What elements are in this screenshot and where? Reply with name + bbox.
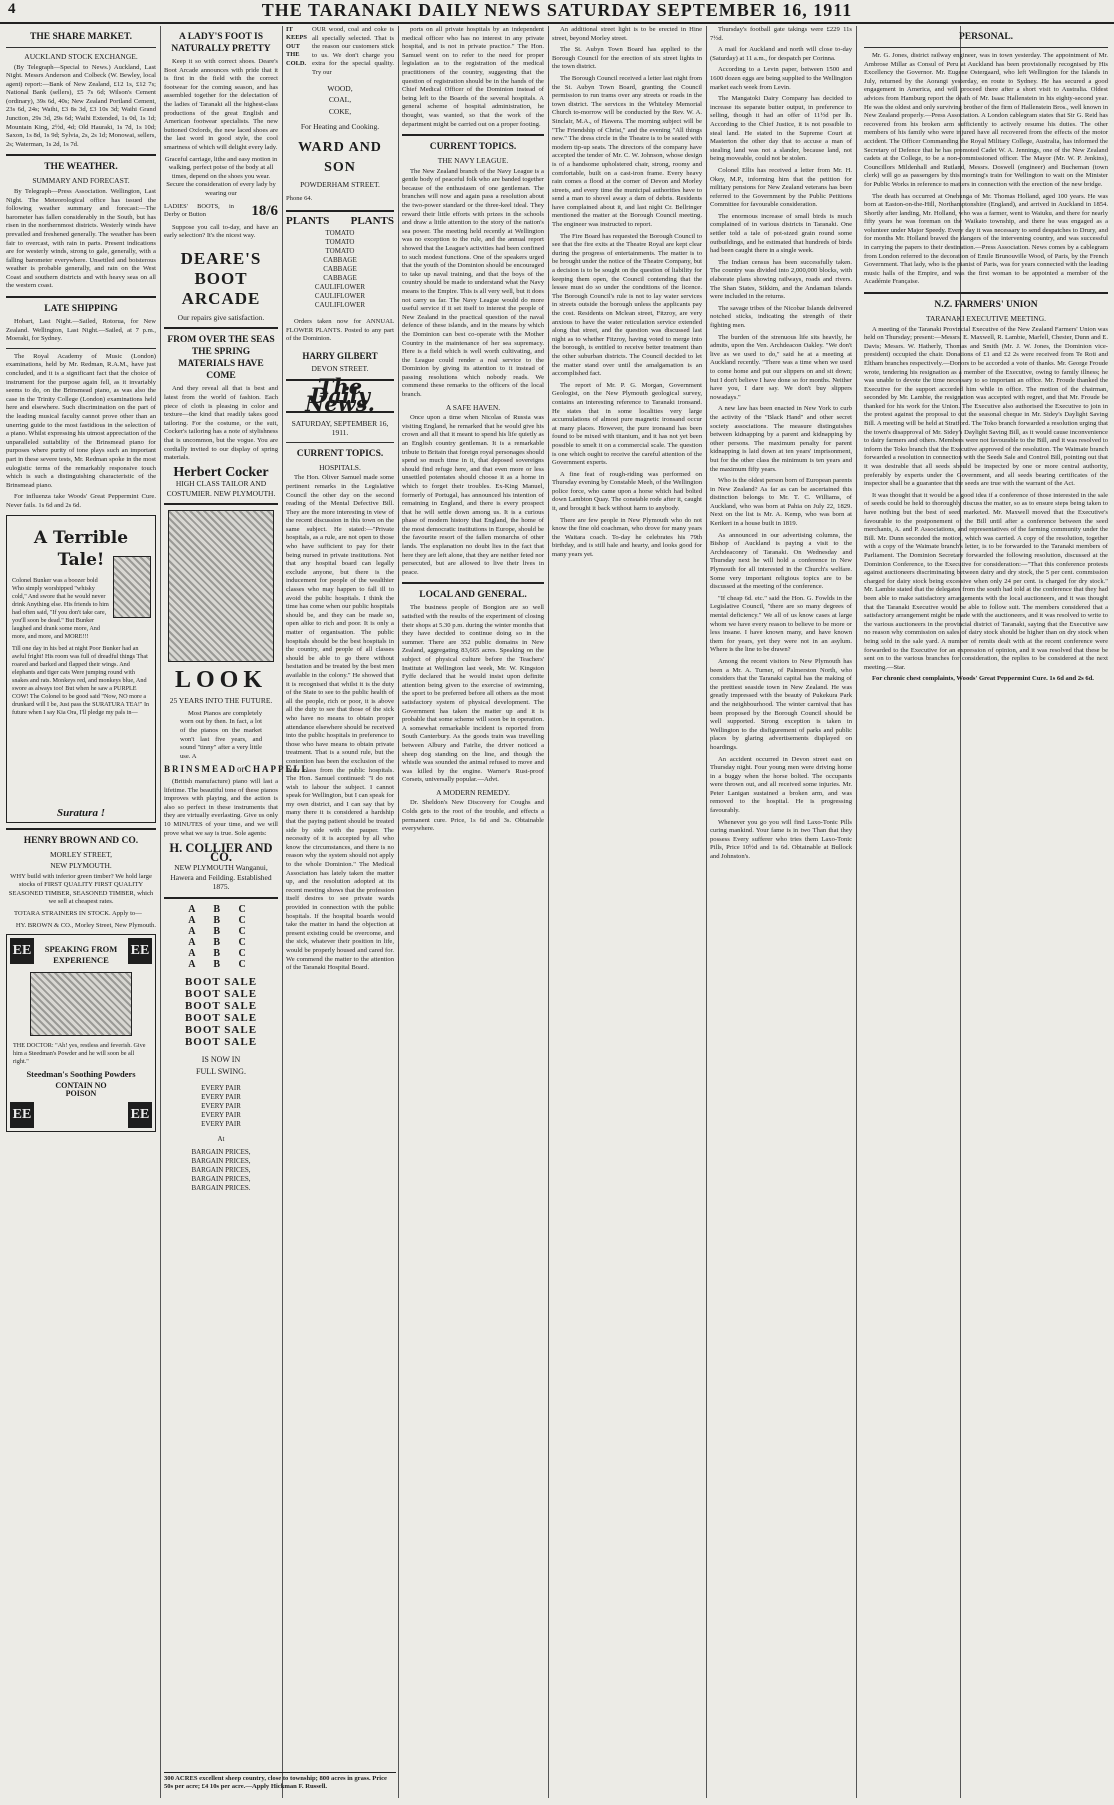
keep-out-block [286,26,394,78]
look-body: Most Pianos are completely worn out by then. In fact, a lot of the pianos on the market won't last five years, and sound "tinny" after a very little use. A [180,709,262,760]
totara-notice: TOTARA STRAINERS IN STOCK. Apply to— [14,909,142,917]
seas-heading: FROM OVER THE SEAS THE SPRING MATERIALS HAVE COME [167,335,275,382]
abc-line: A B C [188,914,254,926]
lady-foot-heading: A LADY'S FOOT IS NATURALLY PRETTY [171,32,271,54]
farmers-union-report-2: It was thought that it would be a good idea if a conference of those interested in the sale of seeds could be held to thoroughly discuss the matter, so as to ensure steps being taken to have nothing but the best of seed marketed. Mr. Maxwell moved that the Executive's favourable to the postponement of the Bill until after a conference between the seed merchants, A. and P. Associations, and representatives of the farming community under the Bill. Mr. Dunn seconded the motion, which was carried. A copy of the resolution, together with a copy of the Waimate branch's letter, is to be forwarded to the Taranaki members of Parliament. The Dominion Secretary forwarded the following resolution, discussed at the Dominion Conference, to the Executive for consideration:—"That this conference protests against auctioneers discriminating between dairy and dry stock, the 5 per cent. commission charged for dairy stock being excessive when only 24 per cent. is charged for dry stock." Mr. Lambie stated that the delegates from the south had told at the conference that they had been able to make satisfactory arrangements with the local auctioneers, and it was thought that the Taranaki Executive would be able to follow suit. The members considered that a satisfactory arrangement might be made with the auctioneers, and it was resolved to write to the various auctioneers in the provincial district of Taranaki, saying that the Executive saw no reason why commission on sales of dairy stock should be higher than on dry stock when being sold in the sale yard. A number of remits dealt with at the recent conference were forwarded to the Executive for an expression of opinion, and it was resolved that these be sent on to the various branches for consideration, the replies to be considered at the next meeting.—Star. [864,491,1108,671]
suratura-ad [6,515,156,823]
personal-items: Mr. G. Jones, district railway engineer, was in town yesterday. The appointment of Mr. Ambrose Millar as Consul of Peru at Auckland has been provisionally recognised by His Excellency the Governor. Mr. Eugene Ostergaard, who left Wellington for the Islands in July, returned by the Aorangi yesterday, en route to Sydney. He has secured a good engagement in America, and will proceed there after a short visit to Australia. Oldest advices from Hamburg report the death of Mr. Isaac Hallenstein in his eighty-second year. He was the oldest and only surviving brother of the firm of Hallenstein Bros., well known in New Zealand properly.—Press Association. A London cablegram states that Sir G. Reid has recovered from his broken arm sufficiently to actively resume his duties. The other members of his family who were injured have all recovered from the effects of the motor accident. The Officer Commanding the Royal Military College, Australia, has informed the Secretary of Defence that he has promoted Cadet W. A. Jennings, one of the New Zealand cadets at the College, to be a non-commissioned officer. The Mayor (Mr. W. P. Jenkins), Councillors Mildenhall and Rutland, Messrs. Doswell (engineer) and Bucheman (town clerk) will go as passengers by this morning's train for Wellington to wait on the Minister for Public Works in reference to matters in connection with the erection of the new bridge. [864,52,1108,188]
plant-item: CABBAGE [323,274,357,283]
look-sub: 25 YEARS INTO THE FUTURE. [169,696,273,706]
abc-line: A B C [188,903,254,915]
column-3 [286,26,394,1768]
bargain-line: BARGAIN PRICES, [191,1174,251,1183]
deare-sub: Our repairs give satisfaction. [177,312,265,322]
local-general-article: The business people of Bongion are so well satisfied with the results of the experiment of closing their shops at 5.30 p.m. during the winter months that they have decided to continue doing so in the summer. There are 352 public domains in New Zealand, aggregating 83,665 acres. Speaking on the subject of physical culture before the Teachers' Institute at Wellington last week, Mr. W. Kingston Fyffe declared that he would insist upon definite attention being given to the exercise of swimming, the sport to be preferred before all others as the most satisfactory system of physical development. The Government has taken the matter up and it is probable that some scheme will soon be in operation. A somewhat remarkable incident is reported from South Canterbury. As the goods train was travelling between Albury and Fairlie, the driver noticed a sheep dog standing on the line, and though the whistle was sounded the animal refused to move and was killed by the engine. Warner's Rust-proof Corsets, universally popular.—Advt. [402,604,544,784]
boot-sale-line: BOOT SALE [184,975,258,988]
lady-foot-body: Keep it so with correct shoes. Deare's Boot Arcade announces with pride that it is first in the field with the correct footwear for the coming season, and has assembled together for the delectation of the ladies of Taranaki all the highest-class productions of the great English and American footwear specialists. The new buttoned Oxfords, the new laced shoes are the last word in good style, the cool smartness of which will delight every lady. [164,58,278,151]
rough-riding-item: A fine feat of rough-riding was performed on Thursday evening by Constable Meeh, of the Wellington police force, who came upon a horse which had bolted down Lambton Quay. The constable rode after it, caught it, and brought it back without harm to anybody. [552,470,702,513]
page-number: 4 [8,1,16,17]
ee-right-badge: EE [128,938,152,964]
masthead-title: THE TARANAKI DAILY NEWS SATURDAY SEPTEMBER 16, 1911 [261,0,853,20]
piano-illustration [168,510,274,662]
plant-list [286,229,394,310]
mangatoki-item: The Mangatoki Dairy Company has decided to increase its separate butter output, in preference to selling, though it had an offer of 11½d per lb. According to the Chief Justice, it is not possible to steal land. He stated in the Supreme Court at Masterton the other day that to accuse a man of stealing land was not a slander, because land, not being moveable, could not be stolen. [710,95,852,163]
hospitals-heading: HOSPITALS. [319,462,361,472]
phone-line: Phone 64. [286,195,313,203]
bargain-line: BARGAIN PRICES, [191,1156,251,1165]
column-rule [282,26,283,1798]
plant-item: CAULIFLOWER [314,301,366,310]
coal-label: COAL, [328,95,352,105]
abc-line: A B C [188,925,254,937]
savage-tribes-item: The savage tribes of the Nicobar Islands delivered notched sticks, indicating the strength of their fighting men. [710,304,852,329]
heating-label: For Heating and Cooking. [300,122,380,132]
henry-brown-heading: HENRY BROWN AND CO. [23,835,139,846]
column-rule [398,26,399,1798]
safe-haven-article: Once upon a time when Nicolas of Russia was visiting England, he remarked that he would give his crown and all that it meant to spend his life quietly as an English country gentleman. It is a remarkable tribute to Britain that foreign royal personages should spend so much time in it, that deposed sovereigns should find refuge here, and that even more or less unsettled potentates should choose it as a home in which to forget their troubles. Ex-King Manuel, formerly of Portugal, has announced his intention of remaining in England, and there is every prospect that he will settle down among us. It is a curious phase of modern history that England, the home of the most democratic institutions in Europe, should be the favourite resort of the fallen monarchs of other lands. The explanation no doubt lies in the fact that here they are left alone, that they are neither feted nor persecuted, but are allowed to live their lives in peace. [402,414,544,576]
steedmans-ad [6,934,156,1132]
tale-title: A Terrible Tale! [33,527,129,570]
tale-illustration [113,556,151,618]
boot-sale-line: BOOT SALE [184,1011,258,1024]
weather-subheading: SUMMARY AND FORECAST. [32,176,130,186]
plant-item: CABBAGE [323,256,357,265]
census-item: The Indian census has been successfully taken. The country was divided into 2,000,000 blocks, with elaborate plans showing railways, roads and rivers. The Shan States, Sikkim, and the Andaman Islands were included in the returns. [710,258,852,301]
hospitals-article: The Hon. Oliver Samuel made some pertinent remarks in the Legislative Council the other day on the second reading of the Mental Defective Bill. They are the more interesting in view of the recent discussion in this town on the same subject. He stated:—"Private hospitals, as a rule, are not open to those who have sufficient to pay for their being nursed in private institutions. Not that any hospital board can legally exclude anyone, but there is the inducement for people of the wealthier classes who may happen to fall ill to avoid the public hospitals. I think the time has come when our public hospitals should be, and they can be made so, open alike to rich and poor. It is only a matter of organisation. The public hospitals should be the best hospitals in the country, and people of all classes should be able to go there without hesitation and be treated by the best men available in the colony." He showed that it is recognised that whilst it is the duty of the State to see to the public health of all the people, rich or poor, it is above all the duty to see that those of the sick who have no means to obtain proper attendance elsewhere should be received into the public hospitals in preference to those who have means to obtain private treatment. That is a sound rule, but the contention has been the exclusion of the latter class from the public hospitals. The Hon. Samuel continued: "I do not wish to labour the subject. I cannot speak for Wellington, but I can speak for my own district, and I can say that by many there it is considered a hardship that the paying patient should be treated side by side with the pauper. The necessity of it is accepted by all who know the circumstances, and there is no reason why the system should not apply to the whole Dominion." The Medical Association has lately taken the matter up, and the resolution adopted at its recent meeting shows that the profession itself desires to see private wards provided in connection with the public hospitals. If the hospital boards would take the matter in hand the objection at present existing could be overcome, and the sick, whatever their position in life, would be properly housed and cared for. We commend the matter to the attention of the Taranaki Hospital Board. [286,474,394,972]
column-4 [402,26,544,1798]
issue-date: SATURDAY, SEPTEMBER 16, 1911. [291,418,389,438]
personal-heading: PERSONAL. [958,32,1014,42]
column-rule [160,26,161,1798]
every-pair-line: EVERY PAIR [201,1101,241,1110]
orders-line: Orders taken now for ANNUAL FLOWER PLANTS. Posted to any part of the Dominion. [286,318,394,343]
navy-league-article: The New Zealand branch of the Navy League is a gentle body of peaceful folk who are banded together because of the enthusiasm of one gentleman. The branches will now and again pass a resolution about the two-power standard or the three-keel ideal. They reward their little efforts with prizes in the schools and draw a little attention to the story of the nation's sea power. The meeting held recently at Wellington was no exception to the rule, and the annual report showed that the League's activities had been confined to such modest functions. One of the speakers urged that the youth of the Dominion should be encouraged to take up naval training, and that the boys of the country should be made to understand what the Navy means to the Empire. This is all very well, but it does not carry us far. The Navy League would do more useful service if it set itself to interest the people of New Zealand in the practical question of the naval defence of these islands, and in the means by which the Dominion can best co-operate with the Mother Country in the maintenance of her sea supremacy. Here is a field which is well worth cultivating, and the League could render a real service to the Dominion by giving its attention to it instead of passing resolutions which nobody reads. We commend these remarks to the officers of the local branch. [402,167,544,399]
abc-line: A B C [188,958,254,970]
abc-line: A B C [188,936,254,948]
brinsmead-chappell [164,764,310,775]
boot-sale-line: BOOT SALE [184,987,258,1000]
new-york-law-item: A new law has been enacted in New York to curb the activity of the "Black Hand" and other secret society associations. The measure distinguishes between kidnapping by a parent and kidnapping by other persons. The maximum penalty for parent kidnapping is laid down at ten years' imprisonment, but for the other class the minimum is ten years and the maximum fifty years. [710,405,852,473]
chappell-label: CHAPPELL [244,764,310,775]
shipping-report: Hobart, Last Night.—Sailed, Rotorua, for New Zealand. Wellington, Last Night.—Sailed, at 7 p.m., Moeraki, for Sydney. [6,318,156,343]
coke-label: COKE, [328,106,352,116]
plant-item: TOMATO [325,238,355,247]
suppose-line: Suppose you call to-day, and have an early selection? It's the nicest way. [164,223,278,240]
henry-brown-town: NEW PLYMOUTH. [50,861,112,871]
bishop-visit-item: As announced in our advertising columns, the Bishop of Auckland is paying a visit to the Archdeaconry of Taranaki. On Wednesday and Thursday next he will hold a conference in New Plymouth for all interested in the Church's welfare. Some very important religious topics are to be discussed at the meeting of the conference. [710,531,852,591]
boot-sale-line: BOOT SALE [184,999,258,1012]
brinsmead-label: BRINSMEAD [164,764,238,775]
cocker-name: Herbert Cocker [173,464,269,480]
strenuous-life-item: The burden of the strenuous life sits heavily, he admits, upon the Ven. Archdeacon Oakley. "We don't live as we used to do," said he at a meeting at Auckland recently. "There was a time when we used to come home and put our slippers on and sit down; but I don't believe I have done so for months. Neither have you, I dare say. We don't buy slippers nowadays." [710,333,852,401]
lady-foot-body-2: Graceful carriage, lithe and easy motion in walking, perfect poise of the body at all times, depend on the shoes you wear. Secure the consideration of every lady by wearing our [164,155,278,197]
column-rule [706,26,707,1798]
local-general-heading: LOCAL AND GENERAL. [419,590,527,601]
plants-right: PLANTS [350,214,394,227]
geologist-item: The report of Mr. P. G. Morgan, Government Geologist, on the New Plymouth geological survey, contains an interesting reference to Taranaki ironsand. He states that in some localities very large accumulations of almost pure magnetic ironsand occur at many places. However, the pure ironsand has been found to be mixed with titanium, and it has not yet been possible to smelt it on a commercial scale. The question is one which ought to receive the careful attention of the Government experts. [552,381,702,467]
chronic-chest-notice: For chronic chest complaints, Woods' Great Peppermint Cure. 1s 6d and 2s 6d. [872,675,1094,683]
bargain-line: BARGAIN PRICES, [191,1147,251,1156]
bargain-list [164,1148,278,1193]
weather-report: By Telegraph—Press Association. Wellington, Last Night. The Meteorological office has issued the following weather summary and forecast:—The barometer has fallen considerably in the South, but has risen in the northernmost districts. Westerly winds have prevailed and freshened generally. The weather has been fair to overcast, with rain in parts. Present indications are for westerly winds, strong to gale, generally, with a falling barometer everywhere. Unsettled and boisterous weather is probable generally, and rain on the West Coast and southern districts and with heavy seas on all the western coast. [6,187,156,290]
bargain-line: BARGAIN PRICES. [191,1183,251,1192]
borough-items: The Borough Council received a letter last night from the St. Aubyn Town Board, granting the Council permission to run trams over any streets or roads in the town district. The services in the Whiteley Memorial Church to-morrow will be conducted by the Rev. W. A. Sinclair, M.A., of Hawera. The morning subject will be "The Friendship of Christ," and the evening "All things new." The dress circle in the Theatre is to be seated with modern tip-up seats. The directors of the company have accepted the tender of Mr. C. W. Johnson, whose design is of a handsome upholstered chair, strong, roomy and comfortable, built on a cast-iron frame. Every heavy rain comes a flood at the corner of Devon and Morley streets, and every time the municipal authorities have to send a man to shovel away a dam of debris. Residents have complained about it, and last night Cr. Bellringer mentioned the matter at the Borough Council meeting. The engineer was instructed to report. [552,74,702,229]
stock-exchange-heading: AUCKLAND STOCK EXCHANGE. [24,52,138,61]
st-aubyn-item: The St. Aubyn Town Board has applied to the Borough Council for the erection of six street lights in the town district. [552,46,702,71]
ee-bottom-right-badge: EE [128,1102,152,1128]
deare-name: DEARE'S BOOT ARCADE [180,248,262,308]
plant-item: CABBAGE [323,265,357,274]
coal-body: OUR wood, coal and coke is all specially selected. That is the reason our customers stick to us. We don't charge you extra for the special quality. Try our [312,26,394,76]
or-label: or [237,764,245,775]
street-light-item: An additional street light is to be erected in Hine street, beyond Morley street. [552,26,702,42]
collier-name: H. COLLIER AND CO. [169,841,273,864]
keep-out-text: IT KEEPS OUT THE COLD. [286,26,307,67]
every-pair-list [164,1084,278,1129]
plant-item: CAULIFLOWER [314,292,366,301]
football-item: Thursday's football gate takings were £229 11s 7½d. [710,26,852,42]
oldest-person-item: Who is the oldest person born of European parents in New Zealand? As far as can be ascertained this distinction belongs to Mr. T. C. Williams, of Auckland, who was born at Pahia on July 22, 1829. Next on the list is Mr. A. Kemp, who was born at Kerikeri in a house built in 1819. [710,477,852,528]
boot-sale-line: BOOT SALE [184,1023,258,1036]
modern-remedy-body: Dr. Sheldon's New Discovery for Coughs and Colds gets to the root of the trouble, and effects a permanent cure. Price, 1s 6d and 3s. Obtainable everywhere. [402,799,544,833]
weather-heading: THE WEATHER. [44,162,118,173]
bargain-line: BARGAIN PRICES, [191,1165,251,1174]
ward-street: POWDERHAM STREET. [300,179,380,189]
safe-haven-heading: A SAFE HAVEN. [445,402,501,412]
ee-brand: Steedman's Soothing Powders [26,1069,136,1080]
ee-bottom-left-badge: EE [10,1102,34,1128]
column-7 [864,26,1108,1798]
boot-sale-line: BOOT SALE [184,1035,258,1048]
personal-items-2: The death has occurred at Onehunga of Mr. Thomas Holland, aged 100 years. He was born at Easton-on-the-Hill, Northamptonshire (England), and arrived in Auckland in 1854. Shortly after landing, Mr. Holland, who was a farmer, went to Waiuku, and there for nearly fifty years he was foreman on the Waikato township, and there he was engaged as a volunteer under Major Speedy. Every day it was necessary to send despatches to Drury, and for months Mr. Holland braved the dangers of the intervening country, and was successful in carrying the papers to their destination.—Press Association. News comes by a cablegram from London referred to the decoration of Emile Brunouville Wood, of Paris, by the French Government. That lady, who is the pianist of Paris, was for years connected with the leading music halls of the Empire, and was the first woman to be appointed a member of the Académie Française. [864,192,1108,286]
ladies-boots-row [164,203,278,220]
woods-notice: For influenza take Woods' Great Peppermint Cure. Never fails. 1s 6d and 2s 6d. [6,493,156,509]
mental-deficiency-item: "If cheap 6d. etc." said the Hon. G. Fowlds in the Legislative Council, "there are so many degrees of mental deficiency." We all of us know cases at large whom we have every reason to believe to be more or less insane. I have known many, and have known them for years, yet they were not in an asylum. Where is the line to be drawn? [710,594,852,654]
every-pair-line: EVERY PAIR [201,1119,241,1128]
column-1 [6,26,156,1798]
abc-list [164,904,278,970]
navy-league-heading: THE NAVY LEAGUE. [437,156,509,166]
tale-poem: Colonel Bunker was a boozer bold Who simply worshipped "whisky cold," And swore that he would never drink Anything else. His friends to him had often said, "If you don't take care, you'll soon be dead." But Bunker laughed and drank some more, And more, and more, and MORE!!! [12,576,109,640]
ellis-item: Colonel Ellis has received a letter from Mr. H. Okey, M.P., informing him that the petition for military pensions for New Zealand veterans has been referred to the Government by the Public Petitions Committee for favourable consideration. [710,166,852,209]
masthead [0,0,1114,24]
plant-item: CAULIFLOWER [314,283,366,292]
is-now: IS NOW IN FULL SWING. [196,1054,246,1076]
current-topics-heading: CURRENT TOPICS. [296,448,384,459]
boot-sale-list [164,976,278,1048]
plants-heading [286,214,394,227]
abc-line: A B C [188,947,254,959]
current-topics-heading-2: CURRENT TOPICS. [429,142,517,153]
ward-name: WARD AND SON [298,139,382,175]
look-heading: LOOK [174,667,267,694]
eggs-item: According to a Levin paper, between 1500 and 1600 dozen eggs are being supplied to the Wellington market each week from Levin. [710,66,852,91]
mail-item: A mail for Auckland and north will close to-day (Saturday) at 11 a.m., for despatch per Corinna. [710,46,852,62]
at-label: At [217,1134,225,1143]
henry-brown-body: WHY build with inferior green timber? We hold large stocks of FIRST QUALITY FIRST QUALITY SEASONED TIMBER, SEASONED TIMBER, which we sell at cheapest rates. [8,872,154,906]
every-pair-line: EVERY PAIR [201,1110,241,1119]
collier-sub: NEW PLYMOUTH Wanganui, Hawera and Feilding. Established 1875. [170,863,272,892]
small-birds-item: The enormous increase of small birds is much complained of in various districts in Taranaki. One settler told a tale of pot-sized grain round some outbuildings, and he estimated that hundreds of birds had been caught there in a single week. [710,212,852,255]
farmers-union-report: A meeting of the Taranaki Provincial Executive of the New Zealand Farmers' Union was held on Thursday; present:—Messrs. E. Maxwell, R. Lambie, Marfell, Chester, Dunn and E. Davis; Messrs. W. Hatherly, Thomas and Smith (Mr. J. W. Jones, the Dominion vice-president) occupied the chair. Donations of £1 and £2 2s were received from Te Roti and Eltham branches respectively.—Donors to be accorded a vote of thanks. Mr. George Froude wrote, tendering his resignation as a member of the Executive, owing to family illness; he was unable to devote the time necessary to so important an office. Mr. Froude thanked the Executive for the support accorded him while in office. The motion of the chairman, seconded by Mr. Lambie, the resignation was accepted with regret, and that Mr. Froude be thanked for his work for the Union. The Executive also authorised the Executive to join in the protest against the proposal to cut the seasonal cheque in Mr. Sidey's Daylight Saving Bill. A meeting will be held at Stratford. The Toko branch forwarded a resolution urging that the town's disapproval of Mr. Sidey's Daylight Saving Bill, as it would cause inconvenience to dairy farmers and others. Members were not favourable to the Bill, and it was resolved to inform the Toko branch that the Executive approved of the resolution. The Waimate branch forwarded a resolution in connection with the Seeds Sale and Control Bill, pointing out that it was desirable that all seeds should be inspected by one or more central authority, preferably by experts under the Government, and all seeds bearing certificates of the inspector shall be a guarantee that the seeds are true with the warrant of the Act. [864,325,1109,488]
gilbert-street: DEVON STREET. [311,363,369,373]
ee-doctor: THE DOCTOR: "Ah! yes, restless and feverish. Give him a Steedman's Powder and he will soon be all right." [13,1042,146,1066]
wood-label: WOOD, [327,83,353,93]
column-6 [710,26,852,1798]
share-report: (By Telegraph—Special to News.) Auckland, Last Night. Messrs Anderson and Colbeck (W. Bewley, local agent) report:—Bank of New Zealand, £12 1s, £12 7s; National Bank (sellers), £5 7s 6d; Wilson's Cement (ordinary), 39s 6d, 40s; New Zealand Portland Cement, 23s 6d, 24s; Waihi, £3 8s 3d, £3 10s 3d; Waihi Grand Junction, 29s 3d, 29s 6d; Waihi Extended, 1s 0d, 1s 1d; Mountain King, 2½d, 4d; Old Hauraki, 1s 7d, 1s 10d; Saxon, 1s 8d, 1s 9d; Sylvia, 2s, 2s 1d; Monowai, sellers, 2s; Waterman, 1s 2d, 1s 7d. [6,63,156,148]
gilbert-name: HARRY GILBERT [302,351,378,362]
farmers-union-heading: N.Z. FARMERS' UNION [934,300,1038,311]
every-pair-line: EVERY PAIR [201,1083,241,1092]
plant-item: TOMATO [325,229,355,238]
music-article: The Royal Academy of Music (London) examinations, held by Mr. Redman, R.A.M., have just concluded, and it is a significant fact that the choice of instrument for the purpose again fell, as it invariably seems to do, on the Brinsmead piano, as was also the case in the Trinity College (London) examinations held here and elsewhere. Such discrimination on the part of the leading musical faculty cannot prove other than an unerring guide to the most fastidious in the selection of a piano. Whilst expressing his utmost appreciation of the unparalleled suitability of the Brinsmead piano for purposes where purity of tone plays such an important part in these severe tests, Mr. Redman spoke in the most eulogistic terms of the remarkably responsive touch which is such a distinguishing characteristic of the Brinsmead piano. [6,352,156,489]
coachman-item: There are few people in New Plymouth who do not know the fine old coachman, who drove for many years the Waitara coach. To-day he celebrates his 79th birthday, and is still hale and hearty, and looks good for many years yet. [552,516,702,559]
every-pair-line: EVERY PAIR [201,1092,241,1101]
hospitals-continued: ports on all private hospitals by an independent medical officer who has no interest in any private hospital, and is not in private practice." The Hon. Samuel went on to refer to the need for proper legislation as to the registration of the medical practitioners of the country, suggesting that the question of registration should be in the hands of the Chief Medical Officer of the Dominion instead of being left to the Boards of the several hospitals. A general scheme of hospital administration, he thought, was wanted, so that the work of the department might be carried out on a proper footing. [402,26,544,128]
tale-poem-2: Till one day in his bed at night Poor Bunker had an awful fright! His room was full of dreadful things That roared and barked and flapped their wings. And elephants and tiger cats Were jumping round with snakes and rats. Monkeys red, and monkeys blue, And swore as always too! But when he saw a PURPLE COW! The Colonel to be good said "Now, NO more a drunkard will I be, Just pass the SURATURA TEA!" In future when I say Kia Ora, I'll pledge my pals in— [12,644,150,716]
visitors-item: Among the recent visitors to New Plymouth has been a Mr. A. Turner, of Palmerston North, who considers that the Taranaki capital has the making of the prettiest seaside town in New Zealand. He was greatly impressed with the beauty of Pukekura Park and the neighbourhood. The winter carnival that has been proposed by the Borough Council should be well supported. Strong exception is taken in Wellington to the disfigurement of parks and public places by glaring advertisements displayed on hoardings. [710,657,852,751]
plant-item: TOMATO [325,247,355,256]
laxo-tonic-item: Whenever you go you will find Laxo-Tonic Pills curing mankind. Your fame is in two Than that they possess Every sufferer who tries them Laxo-Tonic Pills, Price 10½d and 1s 6d. Obtainable at Bullock and Johnston's. [710,818,852,861]
steedmans-illustration [30,972,132,1036]
column-rule [548,26,549,1798]
british-body: (British manufacture) piano will last a lifetime. The beautiful tone of these pianos improves with playing, and the action is also so perfect in these instruments that they are virtually everlasting. Give us only 10 MINUTES of your time, and we will prove what we say is true. Sole agents: [164,777,278,837]
acres-ad: 300 ACRES excellent sheep country, close to township; 800 acres in grass. Price 50s per acre; £4 10s per acre.—Apply Hickman F. Russell. [164,1772,396,1792]
daily-news-title: The Daily News. [286,379,394,413]
ee-speaking: SPEAKING FROM EXPERIENCE [44,944,118,966]
seas-body: And they reveal all that is best and latest from the world of fashion. Each piece of cloth is pleasing in color and texture—the kind that readily takes good tailoring. For the costume, or the suit, Cocker's tailoring has a note of stylishness that is uncommon, but the vogue. You are cordially invited to our display of spring materials. [164,385,278,462]
ee-left-badge: EE [10,938,34,964]
share-market-heading: THE SHARE MARKET. [30,32,132,42]
fire-board-items: The Fire Board has requested the Borough Council to see that the fire exits at the Theatre Royal are kept clear during the progress of entertainments. The matter is to be brought under the notice of the Theatre Company, but a decision is to be sought on the question of liability for keeping them open, the Council contending that the lessee must do so under the conditions of the licence. The Borough Council's rule is not to lay water services in streets outside the borough unless the applicants pay the cost. Residents on Mclean street, Fitzroy, are very anxious to have the water reticulation service extended along that street, and the question was discussed last night as to whether Fitzroy, having voted to merge into the borough, is entitled to receive better treatment than the other suburban districts. The Council decided to let the matter stand over until the amalgamation is an accomplished fact. [552,232,702,378]
plants-left: PLANTS [286,214,330,227]
farmers-union-sub: TARANAKI EXECUTIVE MEETING. [925,314,1046,324]
henry-brown-sign: HY. BROWN & CO., Morley Street, New Plymouth. [15,921,156,929]
henry-brown-street: MORLEY STREET, [49,849,113,859]
shipping-heading: LATE SHIPPING [44,304,118,315]
column-rule [856,26,857,1798]
column-5 [552,26,702,1798]
ee-contain: CONTAIN NO POISON [55,1080,107,1099]
modern-remedy-heading: A MODERN REMEDY. [436,787,510,797]
ladies-boots-price: 18/6 [251,202,278,219]
ladies-boots-line: LADIES' BOOTS, in Derby or Button [164,202,234,219]
accident-item: An accident occurred in Devon street east on Thursday night. Four young men were driving home in a buggy when the horse bolted. The occupants were thrown out, and all received some injuries. Mr. Peter Lanigan sustained a broken arm, and was removed to the hospital. He is progressing favourably. [710,755,852,815]
cocker-sub: HIGH CLASS TAILOR AND COSTUMIER. NEW PLYMOUTH. [166,479,276,498]
tale-brand: Suratura ! [56,806,105,819]
